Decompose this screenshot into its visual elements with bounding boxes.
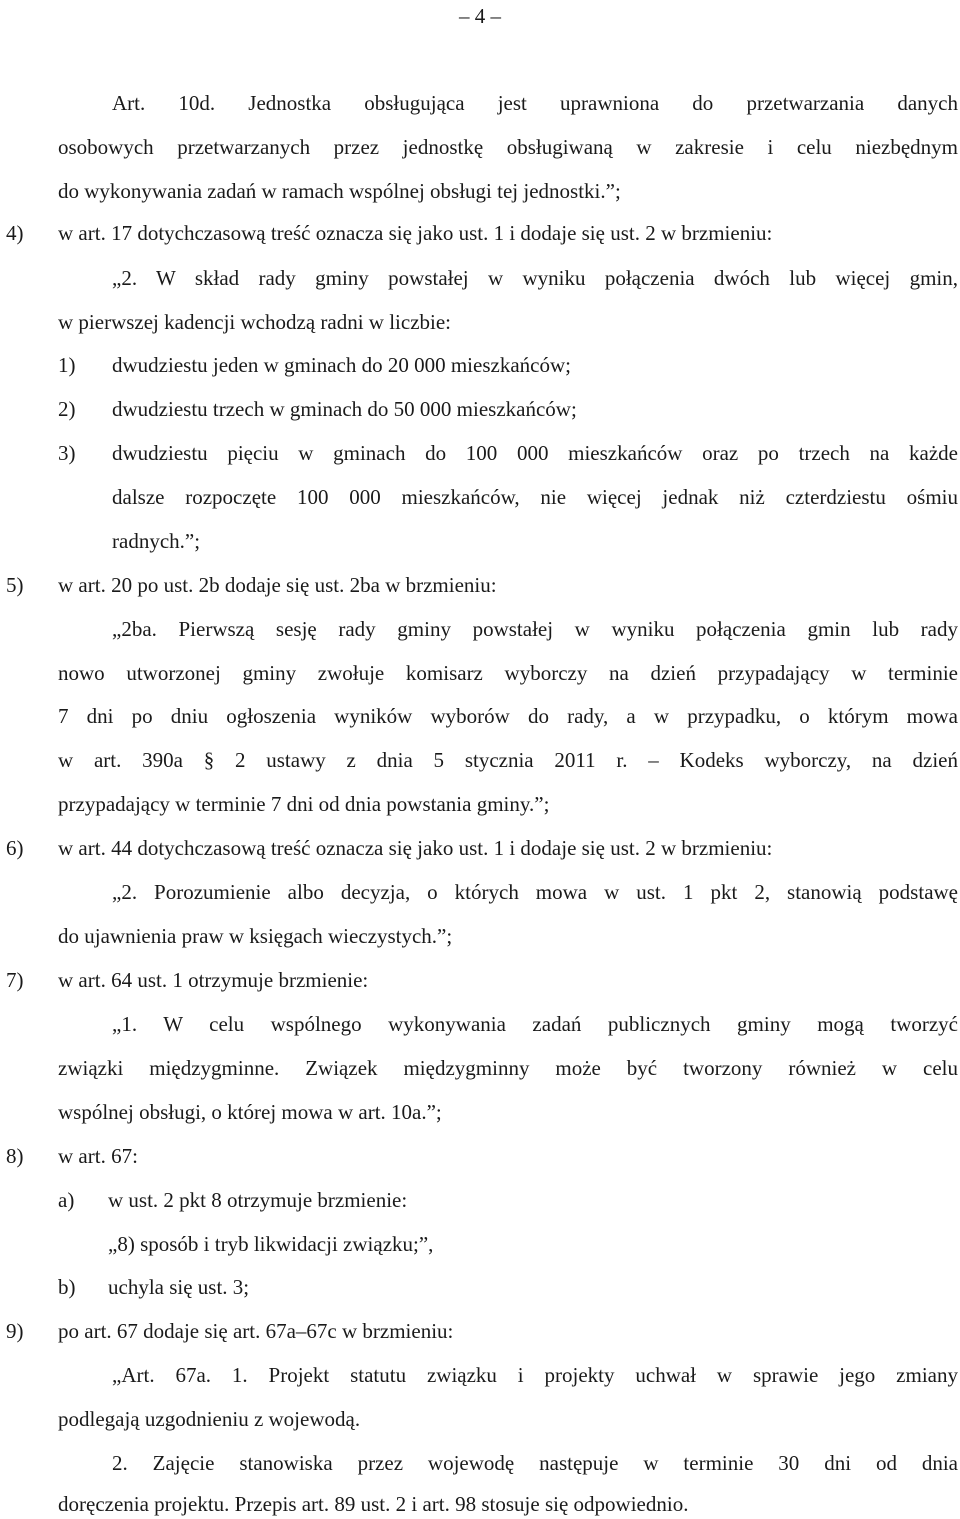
text-line: do wykonywania zadań w ramach wspólnej obsługi tej jednostki.”;	[58, 179, 621, 203]
text-line: uchyla się ust. 3;	[108, 1275, 250, 1299]
text-line: radnych.”;	[112, 529, 201, 553]
text-line: nowo utworzonej gminy zwołuje komisarz wyborczy na dzień przypadający w terminie	[58, 661, 958, 685]
text-line: 7 dni po dniu ogłoszenia wyników wyborów do rady, a w przypadku, o którym mowa	[58, 704, 958, 728]
text-line: „Art. 67a. 1. Projekt statutu związku i projekty uchwał w sprawie jego zmiany	[112, 1363, 958, 1387]
text-line: przypadający w terminie 7 dni od dnia powstania gminy.”;	[58, 792, 550, 816]
text-line: dwudziestu jeden w gminach do 20 000 mieszkańców;	[112, 353, 571, 377]
text-line: w art. 44 dotychczasową treść oznacza się jako ust. 1 i dodaje się ust. 2 w brzmieniu:	[58, 836, 773, 860]
letter-marker: b)	[58, 1275, 76, 1299]
text-line: osobowych przetwarzanych przez jednostkę obsługiwaną w zakresie i celu niezbędnym	[58, 135, 958, 159]
text-line: wspólnej obsługi, o której mowa w art. 10a.”;	[58, 1100, 442, 1124]
text-line: w art. 67:	[58, 1144, 138, 1168]
list-number: 2)	[58, 397, 76, 421]
point-number: 5)	[6, 573, 24, 597]
text-line: „2. Porozumienie albo decyzja, o których mowa w ust. 1 pkt 2, stanowią podstawę	[112, 880, 958, 904]
text-line: do ujawnienia praw w księgach wieczystych.”;	[58, 924, 453, 948]
text-line: podlegają uzgodnieniu z wojewodą.	[58, 1407, 361, 1431]
text-line: „8) sposób i tryb likwidacji związku;”,	[108, 1232, 434, 1256]
text-line: w pierwszej kadencji wchodzą radni w liczbie:	[58, 310, 452, 334]
text-line: dwudziestu trzech w gminach do 50 000 mieszkańców;	[112, 397, 577, 421]
point-number: 7)	[6, 968, 24, 992]
text-line: w art. 390a § 2 ustawy z dnia 5 stycznia 2011 r. – Kodeks wyborczy, na dzień	[58, 748, 958, 772]
text-line: „2ba. Pierwszą sesję rady gminy powstałej w wyniku połączenia gmin lub rady	[112, 617, 958, 641]
text-line: „1. W celu wspólnego wykonywania zadań publicznych gminy mogą tworzyć	[112, 1012, 958, 1036]
text-line: doręczenia projektu. Przepis art. 89 ust. 2 i art. 98 stosuje się odpowiednio.	[58, 1492, 689, 1516]
text-line: 2. Zajęcie stanowiska przez wojewodę następuje w terminie 30 dni od dnia	[112, 1451, 958, 1475]
point-number: 6)	[6, 836, 24, 860]
text-line: w art. 20 po ust. 2b dodaje się ust. 2ba w brzmieniu:	[58, 573, 497, 597]
list-number: 3)	[58, 441, 76, 465]
text-line: dwudziestu pięciu w gminach do 100 000 mieszkańców oraz po trzech na każde	[112, 441, 958, 465]
text-line: po art. 67 dodaje się art. 67a–67c w brzmieniu:	[58, 1319, 454, 1343]
text-line: w art. 17 dotychczasową treść oznacza się jako ust. 1 i dodaje się ust. 2 w brzmieniu:	[58, 221, 773, 245]
point-number: 4)	[6, 221, 24, 245]
page-number: – 4 –	[459, 4, 501, 28]
point-number: 9)	[6, 1319, 24, 1343]
letter-marker: a)	[58, 1188, 75, 1212]
text-line: Art. 10d. Jednostka obsługująca jest uprawniona do przetwarzania danych	[112, 91, 958, 115]
list-number: 1)	[58, 353, 76, 377]
point-number: 8)	[6, 1144, 24, 1168]
text-line: w art. 64 ust. 1 otrzymuje brzmienie:	[58, 968, 369, 992]
text-line: związki międzygminne. Związek międzygminny może być tworzony również w celu	[58, 1056, 958, 1080]
text-line: „2. W skład rady gminy powstałej w wyniku połączenia dwóch lub więcej gmin,	[112, 266, 958, 290]
text-line: dalsze rozpoczęte 100 000 mieszkańców, nie więcej jednak niż czterdziestu ośmiu	[112, 485, 958, 509]
text-line: w ust. 2 pkt 8 otrzymuje brzmienie:	[108, 1188, 408, 1212]
